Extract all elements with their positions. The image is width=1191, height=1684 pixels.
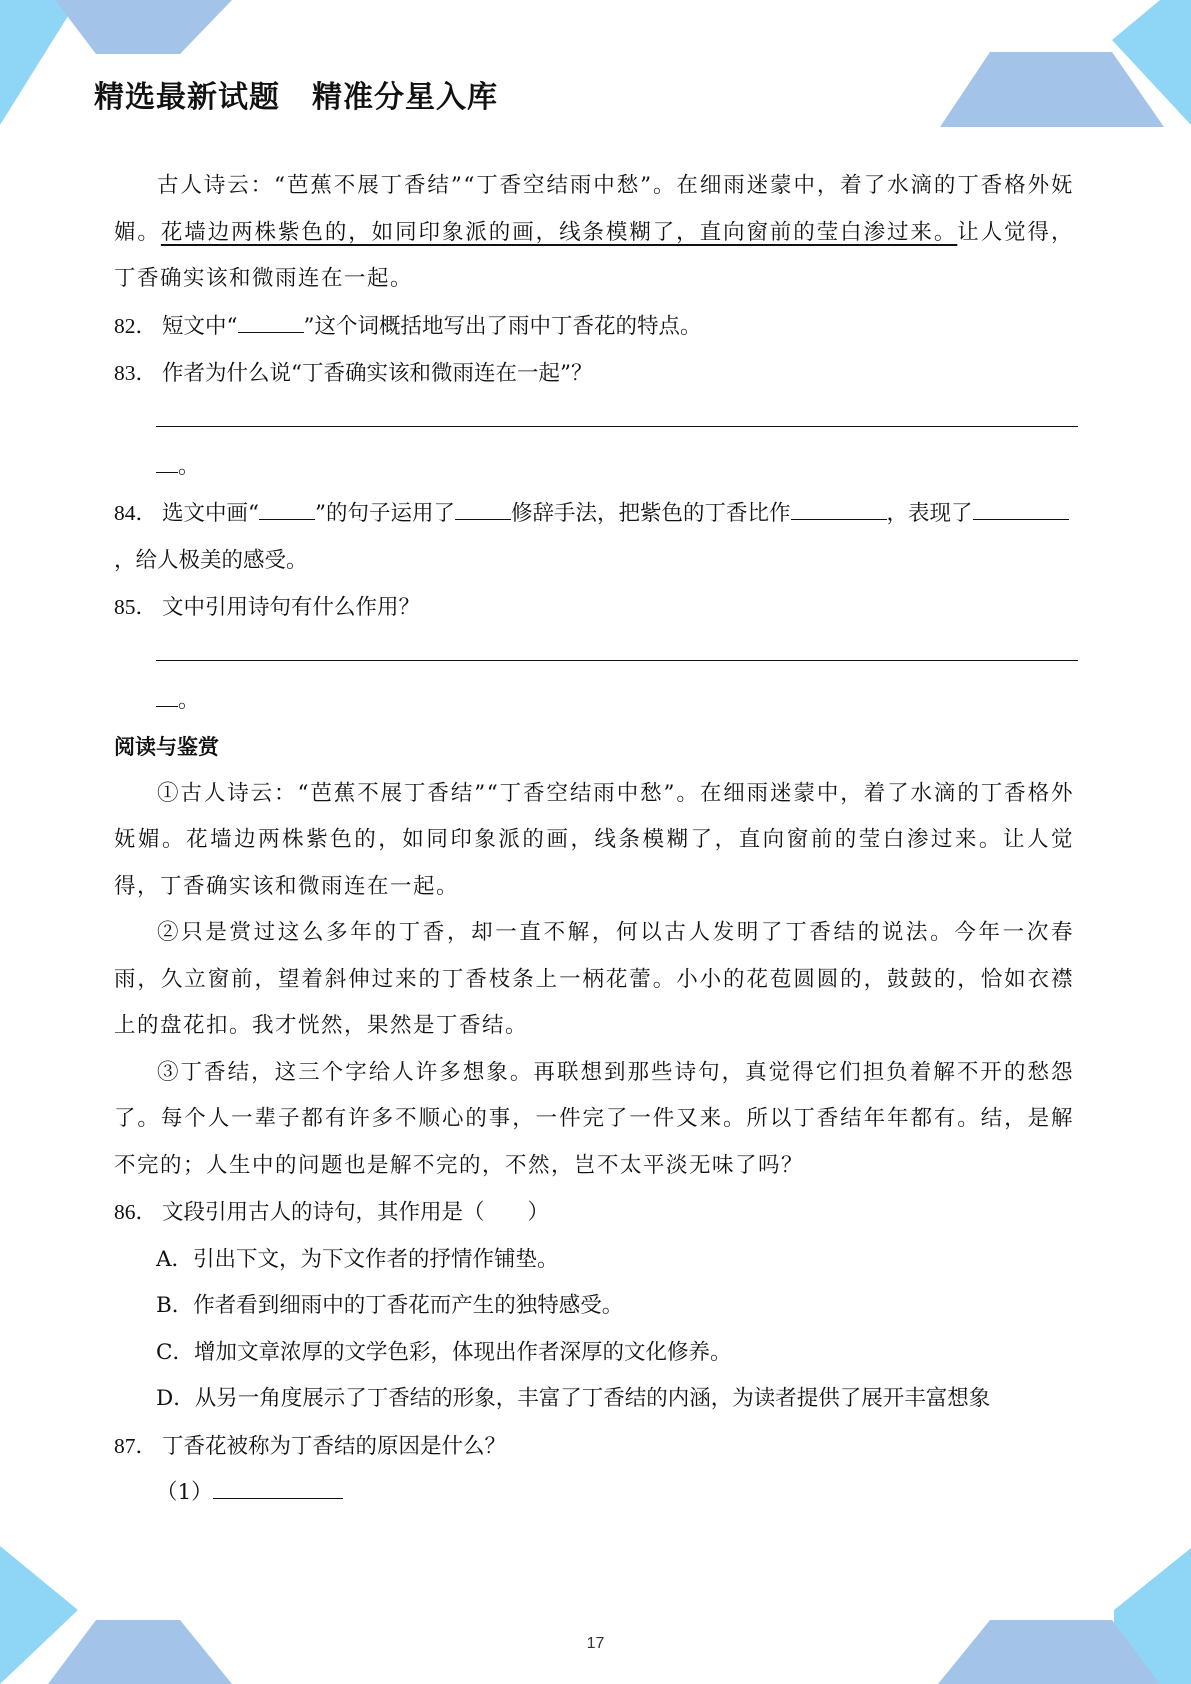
question-86: 86． 文段引用古人的诗句，其作用是（ ） [114, 1200, 550, 1225]
answer-line-tail: 。 [114, 444, 1074, 491]
answer-line[interactable] [156, 632, 1074, 678]
option-b[interactable]: B．作者看到细雨中的丁香花而产生的独特感受。 [156, 1293, 624, 1318]
trapezoid-top-left [55, 0, 232, 54]
reading-paragraph-2: ②只是赏过这么多年的丁香，却一直不解，何以古人发明了丁香结的说法。今年一次春雨，久立窗前，望着斜伸过来的丁香枝条上一柄花蕾。小小的花苞圆圆的，鼓鼓的，恰如衣襟上的盘花扣。我才恍然，果然是丁香结。 [114, 920, 1074, 1038]
document-body [114, 163, 1074, 1517]
answer-blank[interactable] [213, 1476, 343, 1499]
option-c[interactable]: C．增加文章浓厚的文学色彩，体现出作者深厚的文化修养。 [156, 1339, 732, 1365]
answer-blank[interactable] [259, 497, 315, 520]
header-title [94, 72, 498, 116]
answer-blank[interactable] [973, 497, 1069, 520]
section-title: 阅读与鉴赏 [114, 735, 219, 759]
trapezoid-top-right [940, 52, 1164, 127]
header-title-part2: 精准分星入库 [312, 80, 498, 115]
underlined-sentence: 花墙边两株紫色的，如同印象派的画，线条模糊了，直向窗前的莹白渗过来。 [160, 219, 958, 245]
reading-paragraph-1: ①古人诗云：“芭蕉不展丁香结”“丁香空结雨中愁”。在细雨迷蒙中，着了水滴的丁香格外妩媚。花墙边两株紫色的，如同印象派的画，线条模糊了，直向窗前的莹白渗过来。让人觉得，丁香确实该和微雨连在一起。 [114, 780, 1074, 899]
option-a[interactable]: A．引出下文，为下文作者的抒情作铺垫。 [156, 1246, 559, 1272]
answer-blank[interactable] [791, 497, 887, 520]
answer-blank[interactable] [455, 497, 511, 520]
header-title-part1: 精选最新试题 [94, 80, 280, 115]
question-85: 85． 文中引用诗句有什么作用？ [114, 595, 421, 620]
page-number: 17 [586, 1635, 605, 1652]
sub-answer-1: （1） [114, 1470, 1074, 1517]
option-d[interactable]: D．从另一角度展示了丁香结的形象，丰富了丁香结的内涵，为读者提供了展开丰富想象 [156, 1386, 991, 1411]
question-87: 87． 丁香花被称为丁香结的原因是什么？ [114, 1433, 507, 1459]
reading-paragraph-3: ③丁香结，这三个字给人许多想象。再联想到那些诗句，真觉得它们担负着解不开的愁怨了。每个人一辈子都有许多不顺心的事，一件完了一件又来。所以丁香结年年都有。结，是解不完的；人生中的问题也是解不完的，不然，岂不太平淡无味了吗？ [114, 1059, 1074, 1178]
corner-triangle-top-left [0, 0, 78, 125]
question-84: 84． 选文中画“ ”的句子运用了 修辞手法，把紫色的丁香比作 ，表现了，给人极美的感受。 [114, 490, 1074, 584]
answer-line-tail: 。 [114, 678, 1074, 725]
question-83: 83． 作者为什么说“丁香确实该和微雨连在一起”？ [114, 361, 593, 386]
answer-line[interactable] [156, 398, 1074, 444]
answer-blank[interactable] [238, 310, 304, 333]
passage-paragraph: 古人诗云：“芭蕉不展丁香结”“丁香空结雨中愁”。在细雨迷蒙中，着了水滴的丁香格外妩媚。花墙边两株紫色的，如同印象派的画，线条模糊了，直向窗前的莹白渗过来。让人觉得，丁香确实该和微雨连在一起。 [114, 173, 1074, 291]
question-82: 82． 短文中“ ”这个词概括地写出了雨中丁香花的特点。 [114, 303, 1074, 351]
